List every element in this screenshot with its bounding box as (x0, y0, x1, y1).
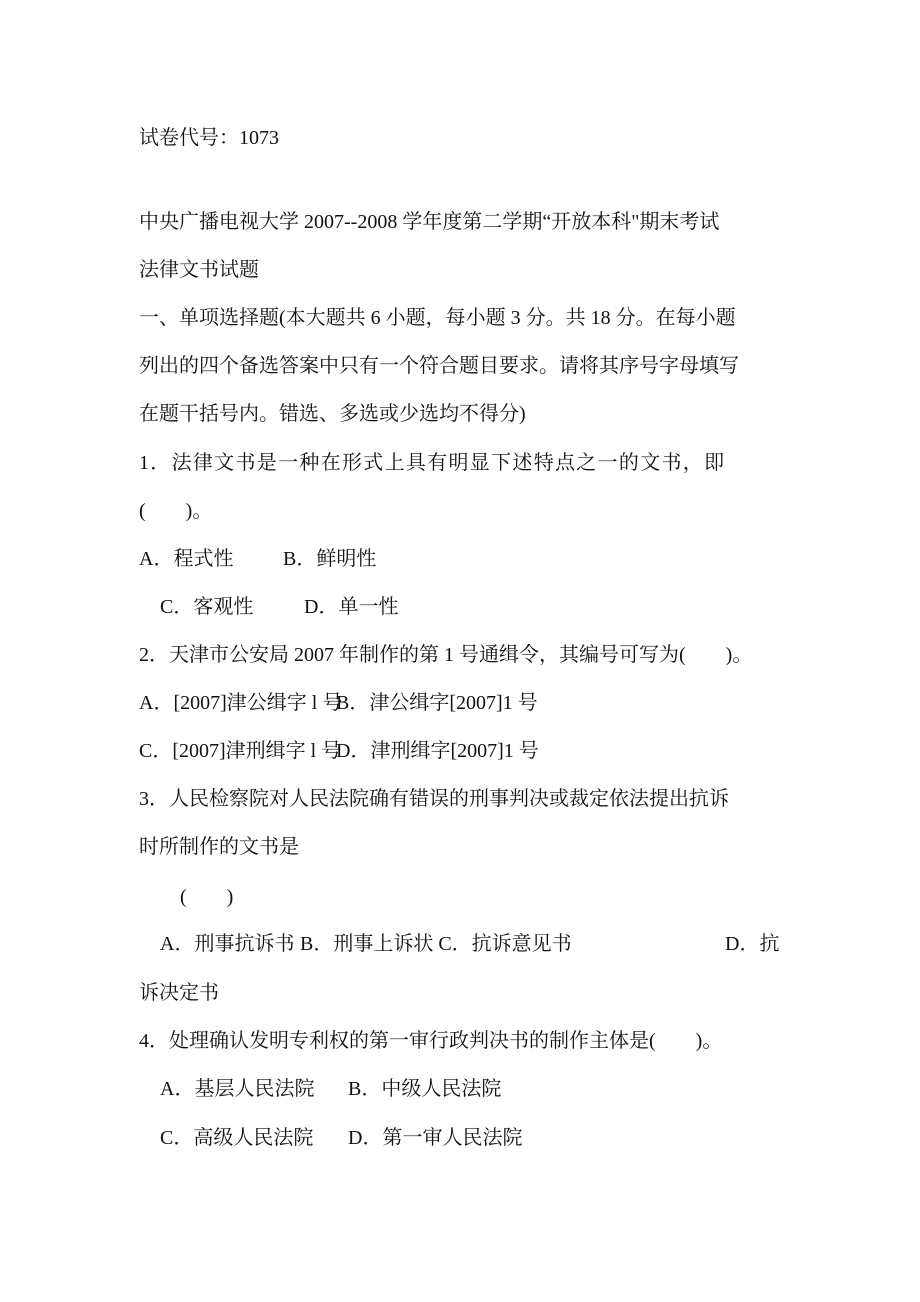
section-instructions: 一、单项选择题(本大题共 6 小题，每小题 3 分。共 18 分。在每小题 (139, 307, 736, 329)
question-3-stem: 3．人民检察院对人民法院确有错误的刑事判决或裁定依法提出抗诉 (139, 788, 729, 810)
q2-option-d: D．津刑缉字[2007]1 号 (336, 740, 539, 762)
q4-option-c: C．高级人民法院 (160, 1127, 314, 1149)
q3-option-a: A．刑事抗诉书 (160, 933, 295, 955)
q2-option-b: B．津公缉字[2007]1 号 (336, 692, 538, 714)
q1-option-a: A．程式性 (139, 548, 234, 570)
q4-option-b: B．中级人民法院 (348, 1078, 502, 1100)
section-instructions: 在题干括号内。错选、多选或少选均不得分) (139, 403, 526, 425)
question-1-stem: 1．法律文书是一种在形式上具有明显下述特点之一的文书，即 (139, 452, 726, 474)
q3-option-d: D．抗 (725, 933, 780, 955)
section-instructions: 列出的四个备选答案中只有一个符合题目要求。请将其序号字母填写 (139, 355, 739, 377)
q1-option-c: C．客观性 (160, 596, 254, 618)
q1-option-d: D．单一性 (304, 596, 399, 618)
question-2-stem: 2．天津市公安局 2007 年制作的第 1 号通缉令，其编号可写为( )。 (139, 644, 753, 666)
q1-option-b: B．鲜明性 (283, 548, 377, 570)
q3-option-d-cont: 诉决定书 (139, 982, 219, 1004)
question-3-blank: ( ) (180, 886, 234, 908)
q4-option-a: A．基层人民法院 (160, 1078, 315, 1100)
question-3-stem-cont: 时所制作的文书是 (139, 836, 299, 858)
question-1-blank: ( )。 (139, 500, 213, 522)
exam-header: 中央广播电视大学 2007--2008 学年度第二学期“开放本科"期末考试 (139, 211, 720, 233)
q4-option-d: D．第一审人民法院 (348, 1127, 523, 1149)
q3-option-b-c: B．刑事上诉状 C．抗诉意见书 (300, 933, 572, 955)
question-4-stem: 4．处理确认发明专利权的第一审行政判决书的制作主体是( )。 (139, 1030, 723, 1052)
exam-code: 试卷代号：1073 (139, 127, 279, 149)
subject-title: 法律文书试题 (139, 259, 259, 281)
q2-option-c: C．[2007]津刑缉字 l 号 (139, 740, 342, 762)
q2-option-a: A．[2007]津公缉字 l 号 (139, 692, 343, 714)
